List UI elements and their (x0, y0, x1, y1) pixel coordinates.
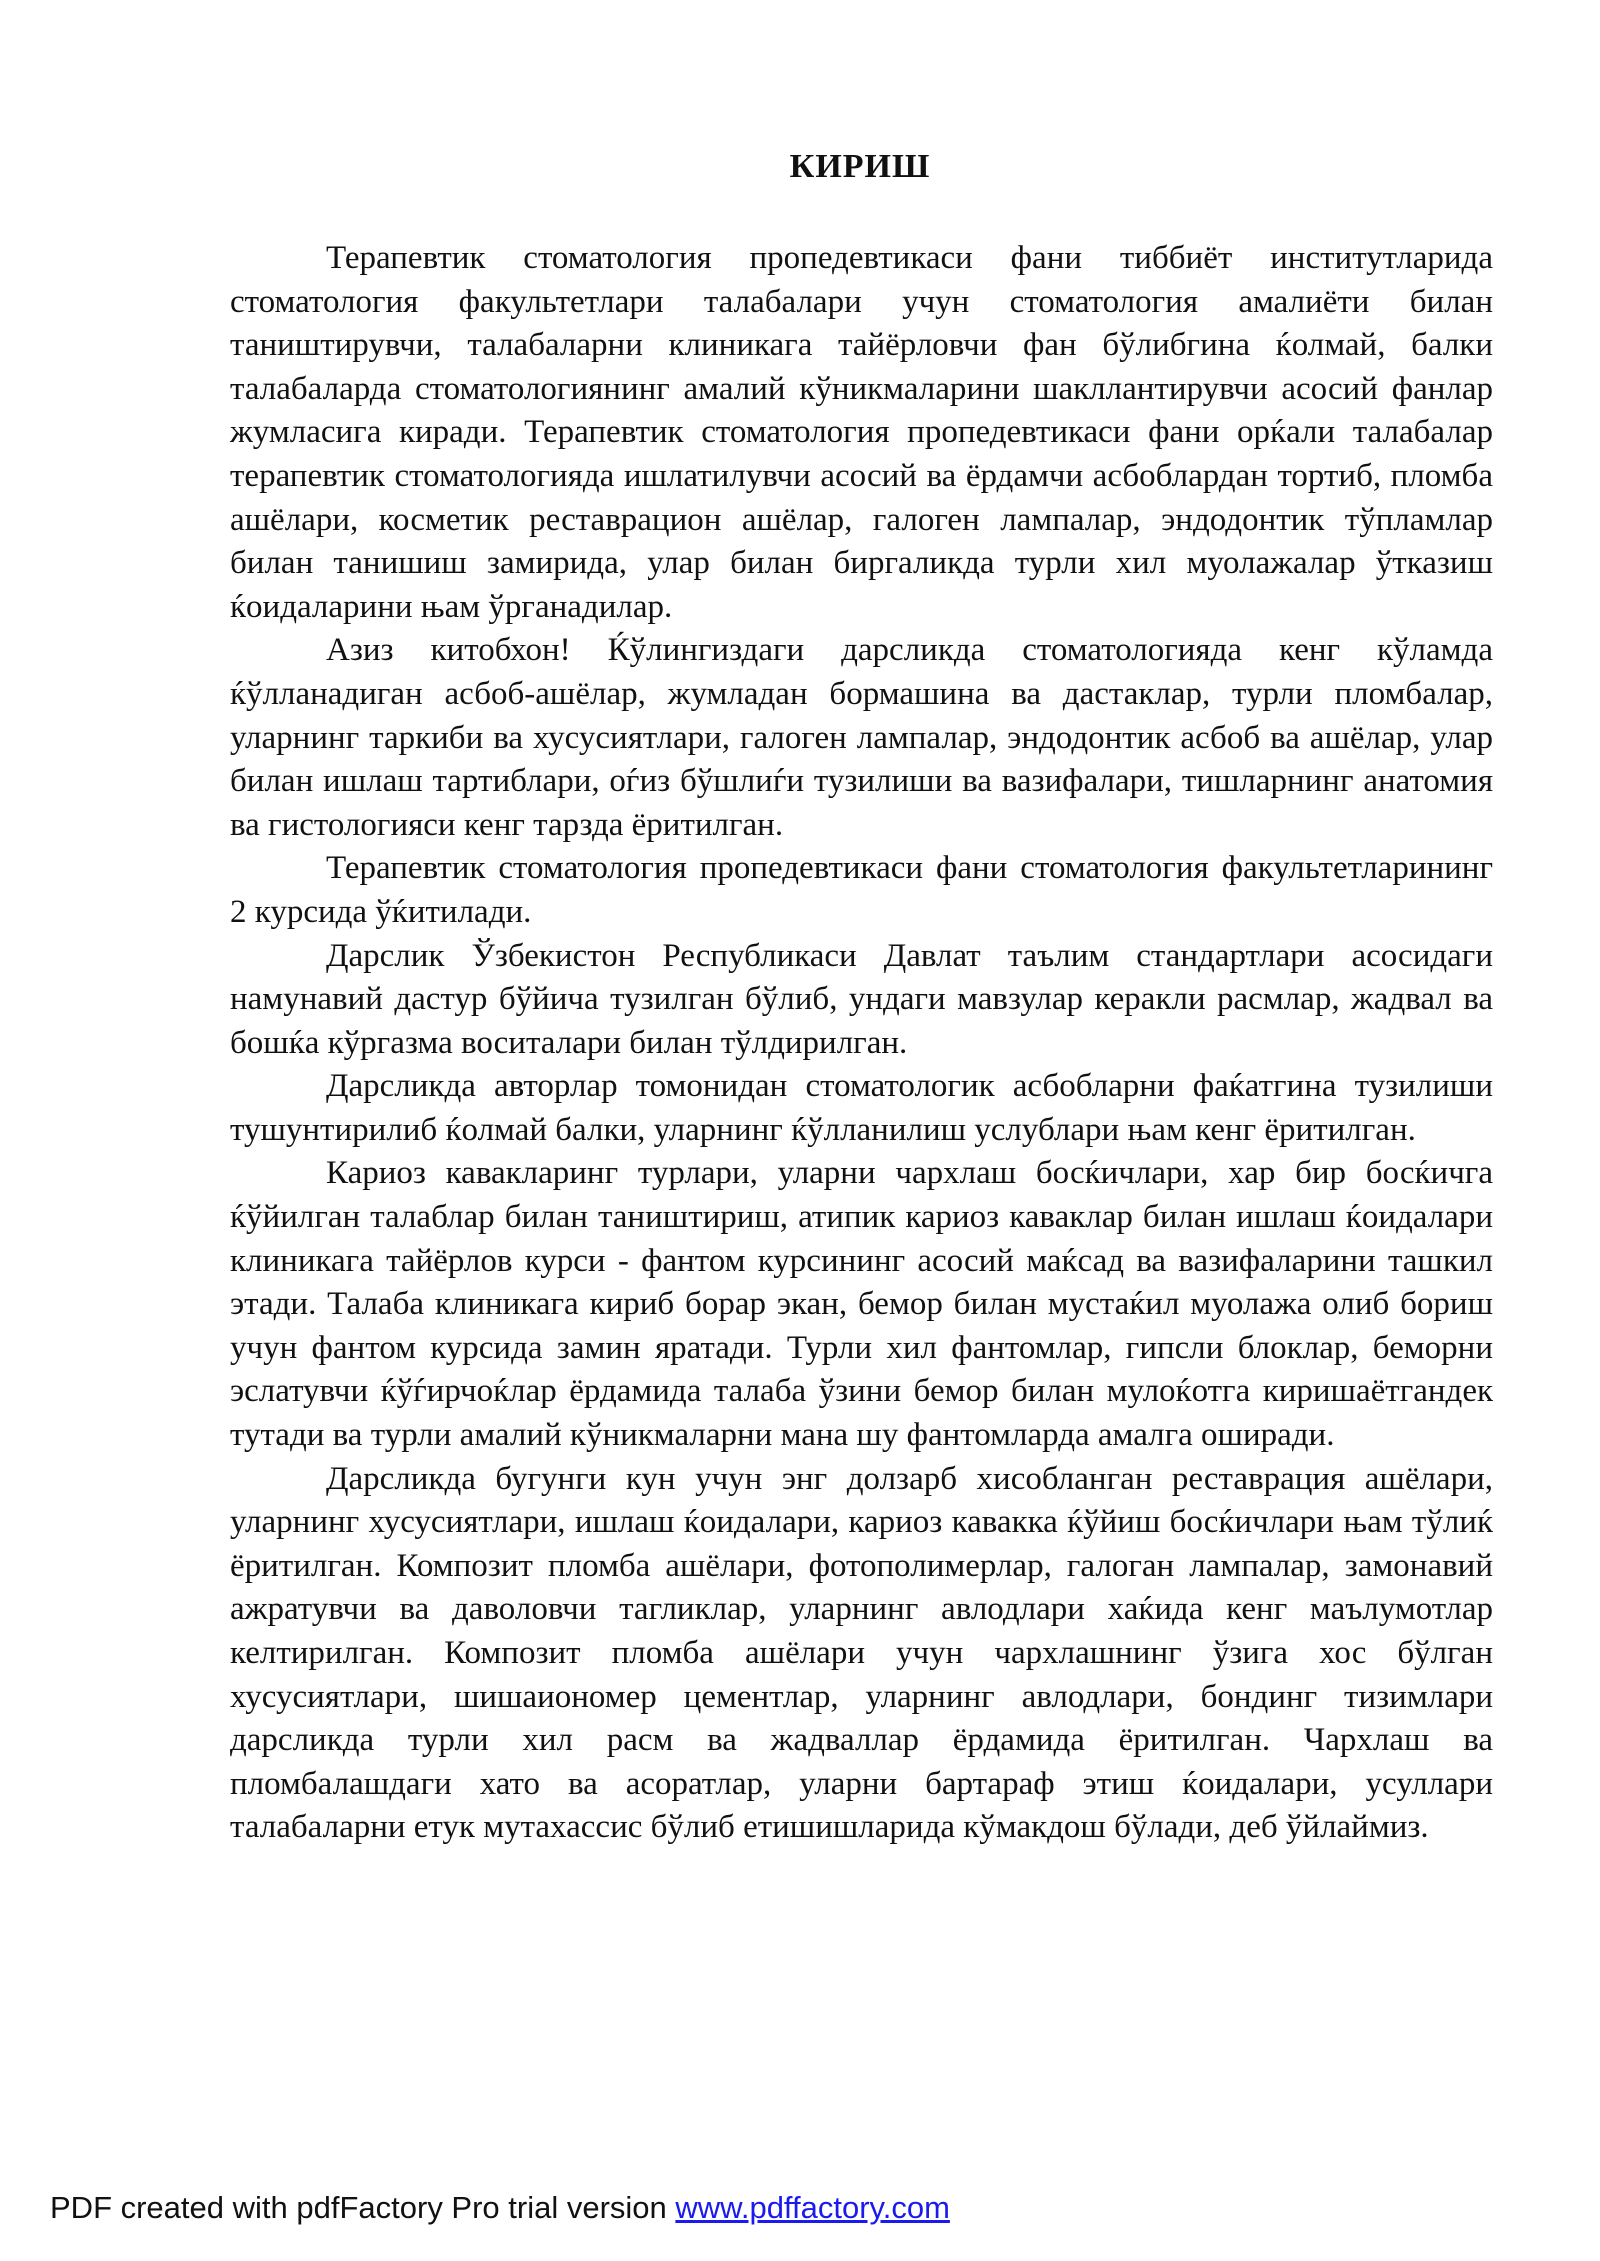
paragraph-course-year: Терапевтик стоматология пропедевтикаси фани стоматология факультетларининг 2 курсида ўќитилади. (230, 850, 1493, 930)
footer-text: PDF created with pdfFactory Pro trial version (50, 2190, 676, 2225)
page-title: КИРИШ (789, 148, 931, 185)
paragraph-authors: Дарсликда авторлар томонидан стоматологик асбобларни фаќатгина тузилиши тушунтирилиб ќолмай балки, уларнинг ќўлланилиш услублари њам кенг ёритилган. (230, 1068, 1493, 1148)
paragraph-restoration: Дарсликда бугунги кун учун энг долзарб хисобланган реставрация ашёлари, уларнинг хусусиятлари, ишлаш ќоидалари, кариоз кавакка ќўйиш босќичлари њам тўлиќ ёритилган. Композит пломба ашёлари, фотополимерлар, галоган лампалар, замонавий ажратувчи ва даволовчи тагликлар, уларнинг авлодлари хаќида кенг маълумотлар келтирилган. Композит пломба ашёлари учун чархлашнинг ўзига хос бўлган хусусиятлари, шишаиономер цементлар, уларнинг авлодлари, бондинг тизимлари дарсликда турли хил расм ва жадваллар ёрдамида ёритилган. Чархлаш ва пломбалашдаги хато ва асоратлар, уларни бартараф этиш ќоидалари, усуллари талабаларни етук мутахассис бўлиб етишишларида кўмакдош бўлади, деб ўйлаймиз. (230, 1460, 1493, 1846)
paragraph-reader-address: Азиз китобхон! Ќўлингиздаги дарсликда стоматологияда кенг кўламда ќўлланадиган асбоб-ашёлар, жумладан бормашина ва дастаклар, турли пломбалар, уларнинг таркиби ва хусусиятлари, галоген лампалар, эндодонтик асбоб ва ашёлар, улар билан ишлаш тартиблари, оѓиз бўшлиѓи тузилиши ва вазифалари, тишларнинг анатомия ва гистологияси кенг тарзда ёритилган. (230, 632, 1493, 843)
paragraph-standards: Дарслик Ўзбекистон Республикаси Давлат таълим стандартлари асосидаги намунавий дастур бўйича тузилган бўлиб, ундаги мавзулар керакли расмлар, жадвал ва бошќа кўргазма воситалари билан тўлдирилган. (230, 937, 1493, 1061)
document-body (230, 237, 1493, 1850)
paragraph-phantom-course: Кариоз кавакларинг турлари, уларни чархлаш босќичлари, хар бир босќичга ќўйилган талаблар билан таништириш, атипик кариоз каваклар билан ишлаш ќоидалари клиникага тайёрлов курси - фантом курсининг асосий маќсад ва вазифаларини ташкил этади. Талаба клиникага кириб борар экан, бемор билан мустаќил муолажа олиб бориш учун фантом курсида замин яратади. Турли хил фантомлар, гипсли блоклар, беморни эслатувчи ќўѓирчоќлар ёрдамида талаба ўзини бемор билан мулоќотга киришаётгандек тутади ва турли амалий кўникмаларни мана шу фантомларда амалга оширади. (230, 1155, 1493, 1454)
footer-link[interactable]: www.pdffactory.com (675, 2190, 950, 2225)
paragraph-intro: Терапевтик стоматология пропедевтикаси фани тиббиёт институтларида стоматология факультетлари талабалари учун стоматология амалиёти билан таништирувчи, талабаларни клиникага тайёрловчи фан бўлибгина ќолмай, балки талабаларда стоматологиянинг амалий кўникмаларини шакллантирувчи асосий фанлар жумласига киради. Терапевтик стоматология пропедевтикаси фани орќали талабалар терапевтик стоматологияда ишлатилувчи асосий ва ёрдамчи асбоблардан тортиб, пломба ашёлари, косметик реставрацион ашёлар, галоген лампалар, эндодонтик тўпламлар билан танишиш замирида, улар билан биргаликда турли хил муолажалар ўтказиш ќоидаларини њам ўрганадилар. (230, 240, 1493, 625)
pdf-footer (50, 2190, 950, 2226)
